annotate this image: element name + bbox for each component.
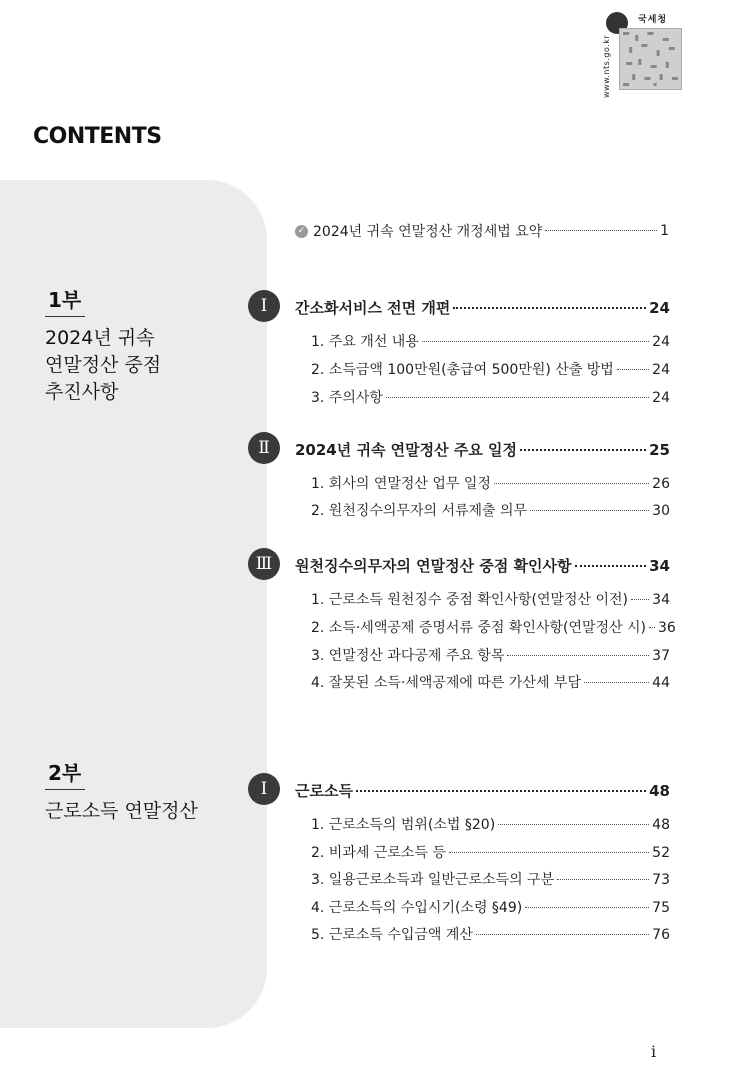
toc-section-entry[interactable]: [311, 842, 670, 862]
dot-leader: [476, 934, 649, 935]
toc-chapter-entry[interactable]: [295, 439, 670, 460]
entry-label: 2024년 귀속 연말정산 주요 일정: [295, 441, 518, 459]
entry-page: 24: [652, 362, 670, 378]
part-2: [45, 757, 198, 825]
entry-page: 48: [649, 782, 670, 800]
toc-section-entry[interactable]: [311, 814, 670, 834]
entry-label: 2. 소득금액 100만원(총급여 500만원) 산출 방법: [311, 362, 614, 378]
entry-label: 3. 연말정산 과다공제 주요 항목: [311, 648, 505, 664]
entry-label: 2. 소득·세액공제 증명서류 중점 확인사항(연말정산 시): [311, 620, 646, 636]
dot-leader: [453, 307, 646, 309]
dot-leader: [507, 655, 649, 656]
entry-label: 간소화서비스 전면 개편: [295, 299, 451, 317]
dot-leader: [649, 627, 655, 628]
entry-label: 5. 근로소득 수입금액 계산: [311, 927, 473, 943]
entry-page: 30: [652, 503, 670, 519]
entry-label: 2. 원천징수의무자의 서류제출 의무: [311, 503, 528, 519]
part-number: 2부: [45, 757, 85, 790]
entry-page: 48: [652, 817, 670, 833]
toc-section-entry[interactable]: [311, 617, 676, 637]
entry-page: 26: [652, 476, 670, 492]
entry-label: 1. 회사의 연말정산 업무 일정: [311, 476, 491, 492]
dot-leader: [584, 682, 649, 683]
part-title: 근로소득 연말정산: [45, 800, 198, 822]
entry-label: 근로소득: [295, 782, 353, 800]
qr-code-icon: [619, 28, 682, 90]
entry-page: 36: [658, 620, 676, 636]
entry-page: 52: [652, 845, 670, 861]
dot-leader: [545, 230, 657, 231]
entry-label: 3. 주의사항: [311, 390, 383, 406]
part-number: 1부: [45, 284, 85, 317]
page-number: i: [651, 1042, 657, 1061]
dot-leader: [520, 449, 646, 451]
entry-page: 75: [652, 900, 670, 916]
toc-chapter-entry[interactable]: [295, 297, 670, 318]
dot-leader: [422, 341, 649, 342]
dot-leader: [557, 879, 649, 880]
agency-name: 국세청: [638, 15, 668, 25]
chapter-numeral-badge: Ⅱ: [248, 432, 280, 464]
nts-logo: [602, 10, 684, 98]
dot-leader: [575, 565, 647, 567]
toc-section-entry[interactable]: [311, 924, 670, 944]
dot-leader: [356, 790, 646, 792]
part-1: [45, 284, 161, 406]
chapter-numeral-badge: Ⅲ: [248, 548, 280, 580]
entry-label: 4. 잘못된 소득·세액공제에 따른 가산세 부담: [311, 675, 581, 691]
entry-page: 24: [652, 390, 670, 406]
entry-label: 2. 비과세 근로소득 등: [311, 845, 446, 861]
entry-page: 37: [652, 648, 670, 664]
dot-leader: [617, 369, 649, 370]
dot-leader: [449, 852, 649, 853]
dot-leader: [631, 599, 649, 600]
entry-page: 25: [649, 441, 670, 459]
dot-leader: [530, 510, 649, 511]
entry-page: 1: [660, 223, 669, 239]
entry-label: 3. 일용근로소득과 일반근로소득의 구분: [311, 872, 555, 888]
toc-section-entry[interactable]: [311, 589, 670, 609]
toc-summary-entry[interactable]: [295, 221, 669, 241]
toc-section-entry[interactable]: [311, 359, 670, 379]
dot-leader: [386, 397, 649, 398]
entry-label: 원천징수의무자의 연말정산 중점 확인사항: [295, 557, 572, 575]
entry-label: 1. 근로소득 원천징수 중점 확인사항(연말정산 이전): [311, 592, 629, 608]
toc-section-entry[interactable]: [311, 672, 670, 692]
dot-leader: [525, 907, 649, 908]
toc-section-entry[interactable]: [311, 897, 670, 917]
part-title: 2024년 귀속 연말정산 중점 추진사항: [45, 327, 162, 403]
entry-page: 34: [652, 592, 670, 608]
entry-label: 2024년 귀속 연말정산 개정세법 요약: [313, 224, 543, 240]
entry-label: 1. 주요 개선 내용: [311, 334, 419, 350]
entry-label: 4. 근로소득의 수입시기(소령 §49): [311, 900, 523, 916]
toc-chapter-entry[interactable]: [295, 780, 670, 801]
check-circle-icon: ✓: [295, 225, 308, 238]
dot-leader: [494, 483, 649, 484]
agency-url: www.nts.go.kr: [602, 34, 611, 98]
chapter-numeral-badge: Ⅰ: [248, 773, 280, 805]
entry-page: 73: [652, 872, 670, 888]
toc-section-entry[interactable]: [311, 331, 670, 351]
toc-section-entry[interactable]: [311, 645, 670, 665]
dot-leader: [498, 824, 649, 825]
toc-section-entry[interactable]: [311, 473, 670, 493]
entry-page: 76: [652, 927, 670, 943]
toc-section-entry[interactable]: [311, 869, 670, 889]
toc-section-entry[interactable]: [311, 387, 670, 407]
toc-chapter-entry[interactable]: [295, 555, 670, 576]
entry-page: 24: [652, 334, 670, 350]
contents-heading: CONTENTS: [33, 124, 162, 149]
chapter-numeral-badge: Ⅰ: [248, 290, 280, 322]
entry-page: 34: [649, 557, 670, 575]
entry-page: 44: [652, 675, 670, 691]
entry-label: 1. 근로소득의 범위(소법 §20): [311, 817, 496, 833]
entry-page: 24: [649, 299, 670, 317]
toc-section-entry[interactable]: [311, 500, 670, 520]
